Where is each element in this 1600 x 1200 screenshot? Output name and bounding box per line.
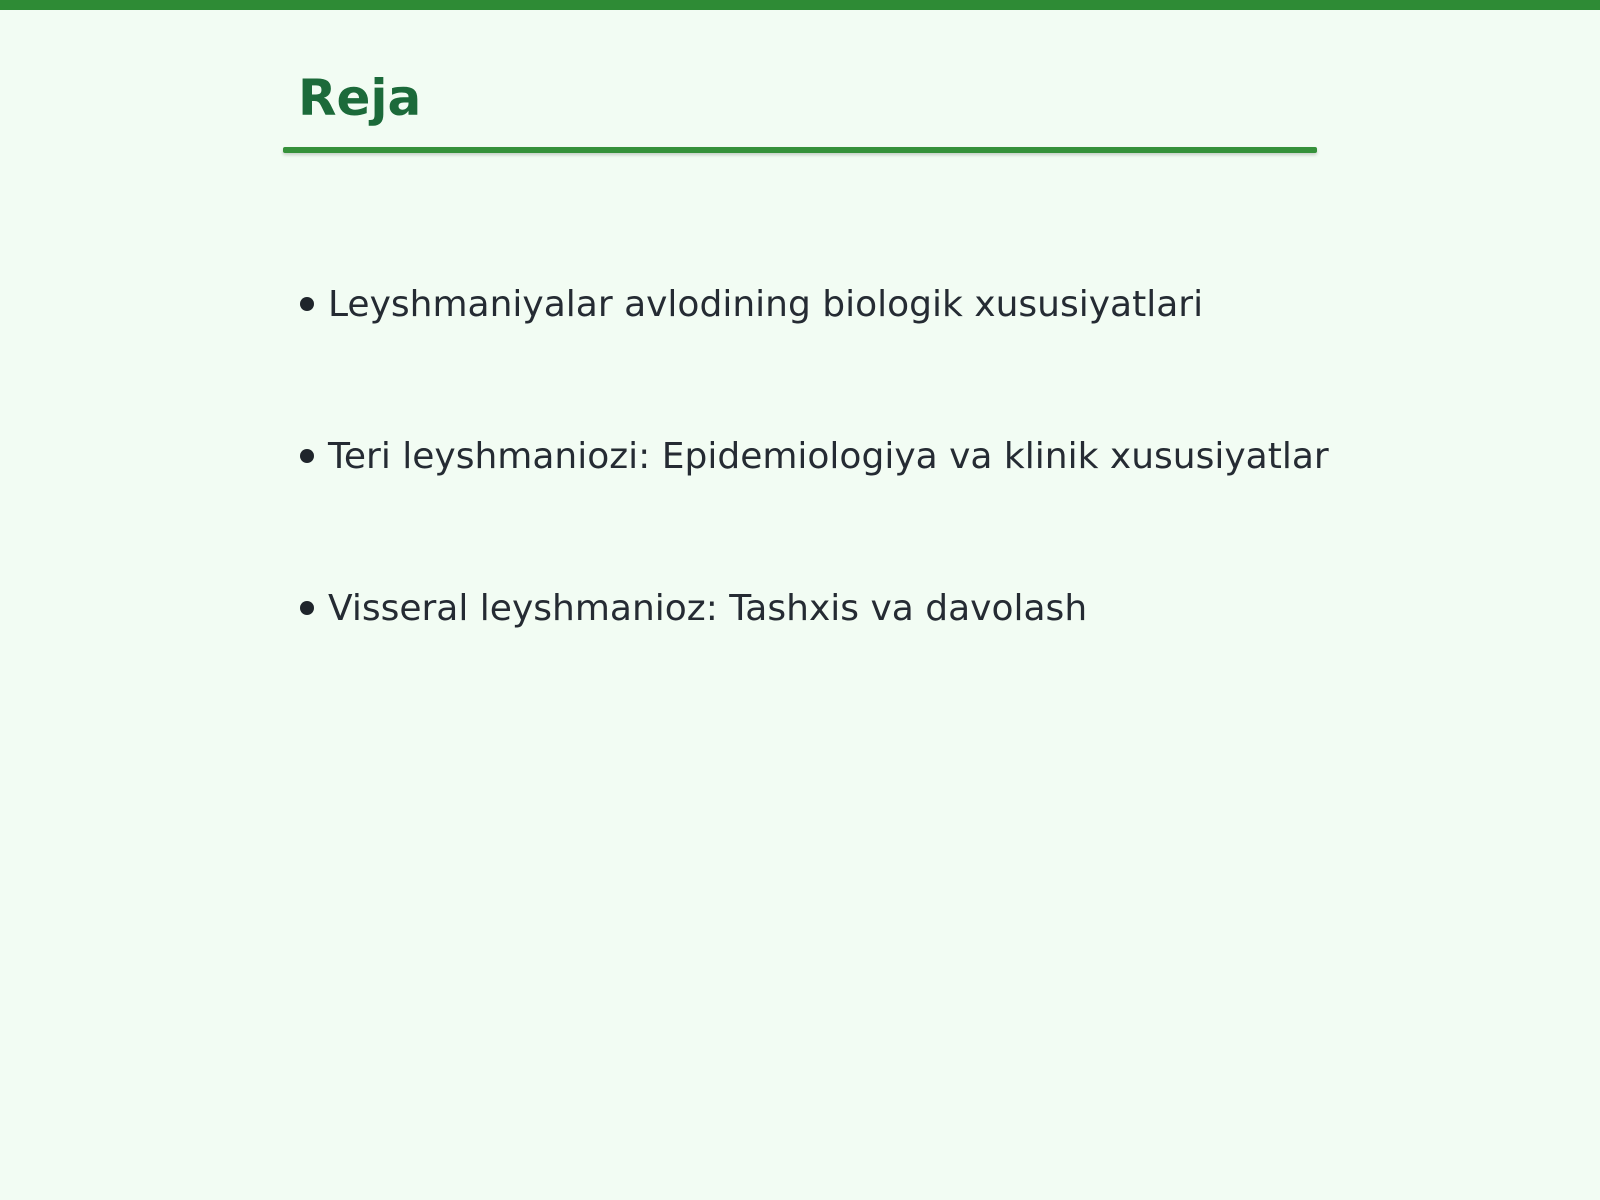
bullet-text: Visseral leyshmanioz: Tashxis va davolash <box>328 587 1088 629</box>
bullet-item <box>300 276 1329 332</box>
bullet-item <box>300 580 1329 636</box>
bullet-item <box>300 428 1329 484</box>
bullet-dot-icon <box>300 449 314 463</box>
title-underline <box>283 147 1317 153</box>
bullet-list <box>300 276 1329 732</box>
bullet-dot-icon <box>300 601 314 615</box>
bullet-text: Leyshmaniyalar avlodining biologik xususiyatlari <box>328 283 1204 325</box>
slide-title: Reja <box>298 69 422 127</box>
bullet-text: Teri leyshmaniozi: Epidemiologiya va klinik xususiyatlar <box>328 435 1329 477</box>
bullet-dot-icon <box>300 297 314 311</box>
